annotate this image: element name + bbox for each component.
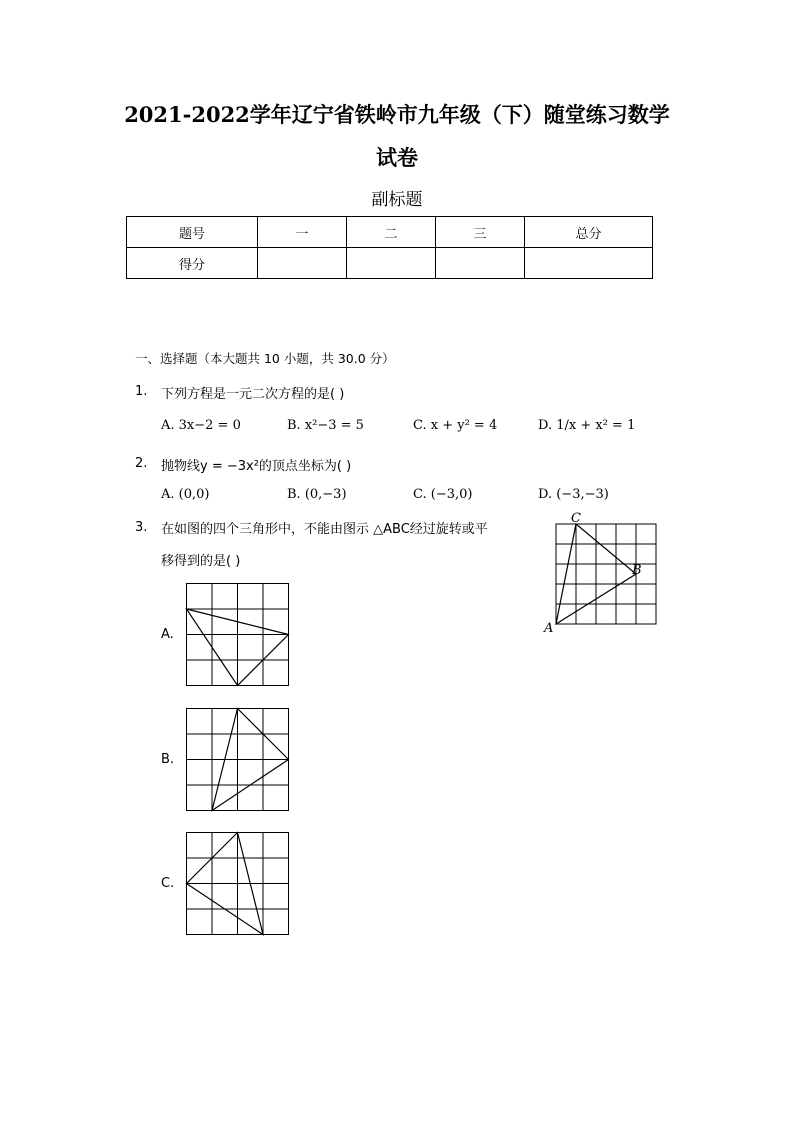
question-stem: 抛物线y = −3x²的顶点坐标为( ): [161, 459, 352, 474]
option-a-label[interactable]: A.: [161, 627, 174, 642]
option-b[interactable]: B. (0,−3): [287, 487, 347, 502]
option-d[interactable]: D. (−3,−3): [538, 487, 609, 502]
score-cell[interactable]: [347, 248, 436, 279]
option-c-figure[interactable]: [185, 831, 291, 937]
option-c-label[interactable]: C.: [161, 876, 175, 891]
title-line-1: 2021-2022学年辽宁省铁岭市九年级（下）随堂练习数学: [124, 102, 670, 127]
vertex-label-b: B: [632, 563, 642, 578]
option-b-figure[interactable]: [185, 707, 291, 813]
score-table-score-row: [127, 248, 653, 279]
score-header-cell: 一: [258, 217, 347, 248]
option-a-figure[interactable]: [185, 582, 291, 688]
question-number: 3.: [135, 520, 148, 535]
option-b[interactable]: B. x²−3 = 5: [287, 418, 364, 433]
option-c[interactable]: C. x + y² = 4: [413, 418, 498, 433]
option-c[interactable]: C. (−3,0): [413, 487, 473, 502]
score-header-cell: 二: [347, 217, 436, 248]
score-header-cell: 三: [436, 217, 525, 248]
option-b-label[interactable]: B.: [161, 752, 175, 767]
score-row-label: 得分: [127, 248, 258, 279]
title-line-2: 试卷: [376, 145, 418, 170]
vertex-label-c: C: [571, 511, 581, 526]
reference-triangle-figure: [540, 510, 665, 635]
score-cell[interactable]: [436, 248, 525, 279]
question-stem: 下列方程是一元二次方程的是( ): [161, 387, 345, 402]
subtitle: 副标题: [371, 190, 423, 210]
option-d[interactable]: D. 1/x + x² = 1: [538, 418, 636, 433]
score-header-cell: 题号: [127, 217, 258, 248]
score-header-cell: 总分: [525, 217, 653, 248]
question-number: 1.: [135, 384, 148, 399]
score-table: [126, 216, 653, 279]
question-stem-line-1: 在如图的四个三角形中，不能由图示 △ABC经过旋转或平: [161, 522, 488, 537]
score-table-header-row: [127, 217, 653, 248]
question-stem-line-2: 移得到的是( ): [161, 554, 241, 569]
score-cell[interactable]: [525, 248, 653, 279]
question-number: 2.: [135, 456, 148, 471]
option-a[interactable]: A. 3x−2 = 0: [161, 418, 241, 433]
vertex-label-a: A: [544, 621, 554, 635]
option-a[interactable]: A. (0,0): [161, 487, 210, 502]
score-cell[interactable]: [258, 248, 347, 279]
section-heading: 一、选择题（本大题共 10 小题，共 30.0 分）: [135, 351, 395, 366]
